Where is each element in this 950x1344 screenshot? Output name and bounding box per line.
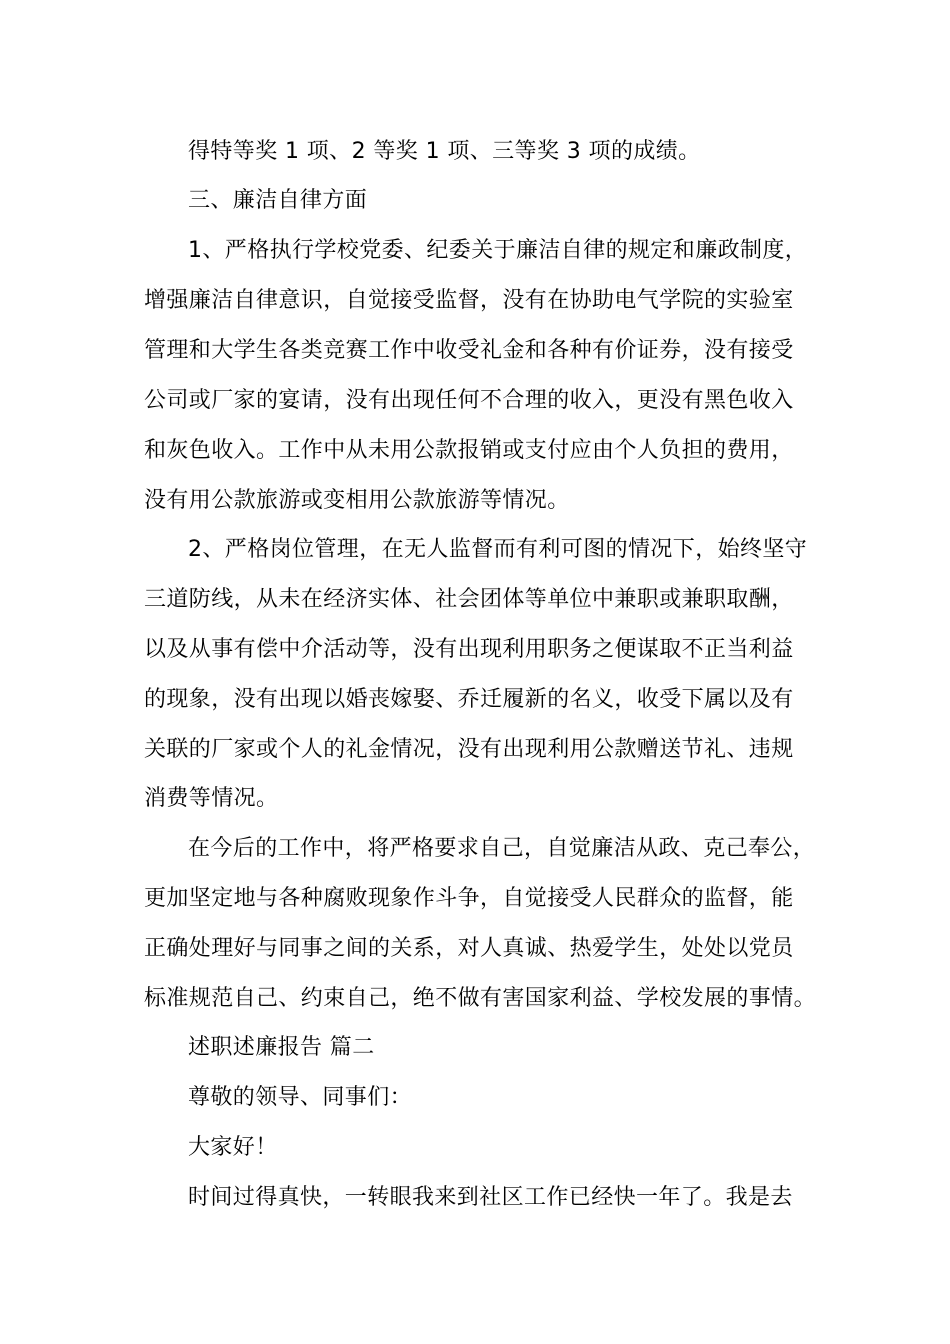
paragraph-line: 2、严格岗位管理，在无人监督而有利可图的情况下，始终坚守	[188, 537, 808, 562]
paragraph-line: 关联的厂家或个人的礼金情况，没有出现利用公款赠送节礼、违规	[144, 737, 794, 762]
section-heading: 三、廉洁自律方面	[188, 188, 368, 213]
greeting: 大家好！	[188, 1135, 278, 1160]
paragraph-line: 和灰色收入。工作中从未用公款报销或支付应由个人负担的费用，	[144, 438, 794, 463]
paragraph-line: 时间过得真快，一转眼我来到社区工作已经快一年了。我是去	[188, 1185, 793, 1210]
paragraph-line: 增强廉洁自律意识，自觉接受监督，没有在协助电气学院的实验室	[144, 288, 794, 313]
paragraph-line: 得特等奖 1 项、2 等奖 1 项、三等奖 3 项的成绩。	[188, 139, 701, 164]
paragraph-line: 在今后的工作中，将严格要求自己，自觉廉洁从政、克己奉公，	[188, 836, 816, 861]
paragraph-line: 管理和大学生各类竞赛工作中收受礼金和各种有价证券，没有接受	[144, 338, 794, 363]
paragraph-line: 公司或厂家的宴请，没有出现任何不合理的收入，更没有黑色收入	[144, 388, 794, 413]
paragraph-line: 正确处理好与同事之间的关系，对人真诚、热爱学生，处处以党员	[144, 936, 794, 961]
paragraph-line: 标准规范自己、约束自己，绝不做有害国家利益、学校发展的事情。	[144, 986, 817, 1011]
paragraph-line: 消费等情况。	[144, 786, 279, 811]
salutation: 尊敬的领导、同事们：	[188, 1085, 413, 1110]
report-heading: 述职述廉报告 篇二	[188, 1035, 375, 1060]
paragraph-line: 没有用公款旅游或变相用公款旅游等情况。	[144, 488, 570, 513]
paragraph-line: 更加坚定地与各种腐败现象作斗争，自觉接受人民群众的监督，能	[144, 886, 794, 911]
paragraph-line: 1、严格执行学校党委、纪委关于廉洁自律的规定和廉政制度，	[188, 238, 808, 263]
paragraph-line: 三道防线，从未在经济实体、社会团体等单位中兼职或兼职取酬，	[144, 587, 794, 612]
paragraph-line: 以及从事有偿中介活动等，没有出现利用职务之便谋取不正当利益	[144, 637, 794, 662]
paragraph-line: 的现象，没有出现以婚丧嫁娶、乔迁履新的名义，收受下属以及有	[144, 687, 794, 712]
